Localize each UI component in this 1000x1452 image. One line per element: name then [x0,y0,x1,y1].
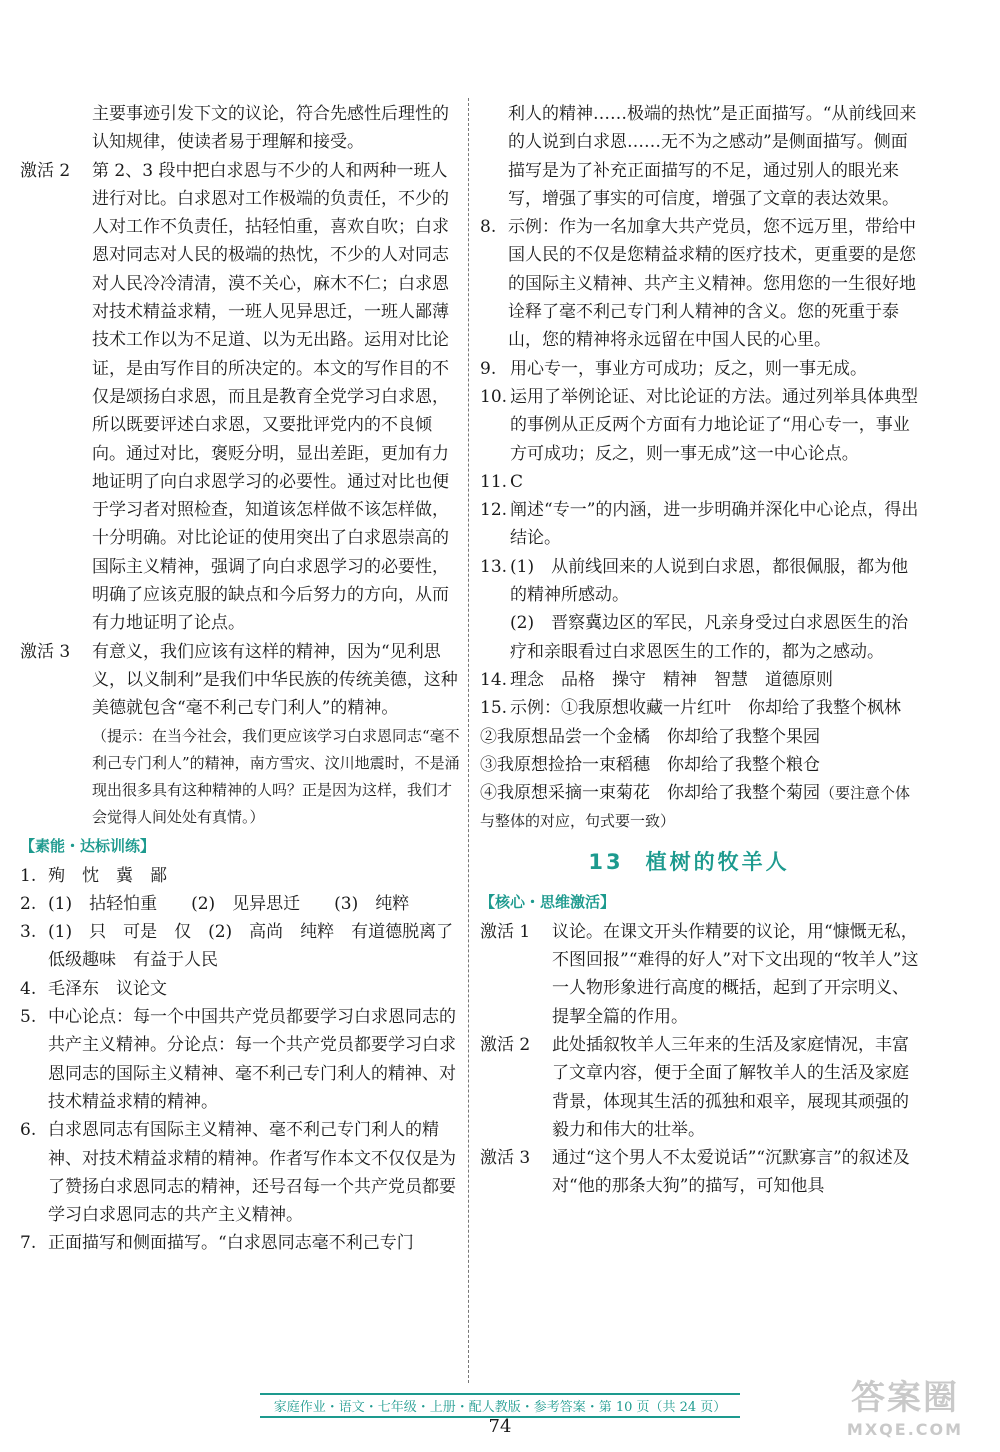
activation-label: 激活 2 [20,160,71,181]
activation-3 [20,638,460,723]
section-heading: 【素能・达标训练】 [20,836,156,855]
answer-item: 7. 正面描写和侧面描写。“白求恩同志毫不利己专门 [20,1233,414,1254]
continued-paragraph: 主要事迹引发下文的议论，符合先感性后理性的认知规律，使读者易于理解和接受。 [92,104,449,153]
watermark-url: MXQE.COM [846,1420,964,1439]
answer-item: 11. C [480,471,524,492]
answer-item: 13. (1) 从前线回来的人说到白求恩，都很佩服，都为他的精神所感动。 [480,556,909,606]
answer-subitem: ②我原想品尝一个金橘 你却给了我整个果园 [480,726,820,747]
right-column [480,100,920,1201]
answer-item: 15. 示例：①我原想收藏一片红叶 你却给了我整个枫林 [480,698,901,719]
left-column [20,100,460,1258]
answer-subitem: ③我原想捡拾一束稻穗 你却给了我整个粮仓 [480,754,820,775]
answer-item: 5. 中心论点：每一个中国共产党员都要学习白求恩同志的共产主义精神。分论点：每一个共产党员都要学习白求恩同志的国际主义精神、毫不利己专门利人的精神、对技术精益求精的精神。 [20,1007,456,1112]
answer-item: 3. (1) 只 可是 仅 (2) 高尚 纯粹 有道德脱离了低级趣味 有益于人民 [20,922,454,971]
answer-item: 2. (1) 拈轻怕重 (2) 见异思迁 (3) 纯粹 [20,893,410,914]
answer-subitem: (2) 晋察冀边区的军民，凡亲身受过白求恩医生的治疗和亲眼看过白求恩医生的工作的，都为之感动。 [510,613,909,662]
answer-item: 9. 用心专一，事业方可成功；反之，则一事无成。 [480,358,867,379]
answer-item: 6. 白求恩同志有国际主义精神、毫不利己专门利人的精神、对技术精益求精的精神。作者写作本文不仅仅是为了赞扬白求恩同志的精神，还号召每一个共产党员都要学习白求恩同志的共产主义精神。 [20,1120,456,1226]
activation-text: 第 2、3 段中把白求恩与不少的人和两种一班人进行对比。白求恩对工作极端的负责任，不少的人对工作不负责任，拈轻怕重，喜欢自吹；白求恩对同志对人民的极端的热忱，不少的人对同志对人民冷冷清清，漠不关心，麻木不仁；白求恩对技术精益求精，一班人见异思迁，一班人鄙薄技术工作以为不足道、以为无出路。运用对比论证，是由写作目的所决定的。本文的写作目的不仅是颂扬白求恩，而且是教育全党学习白求恩，所以既要评述白求恩，又要批评党内的不良倾向。通过对比，褒贬分明，显出差距，更加有力地证明了向白求恩学习的必要性。通过对比也便于学习者对照检查，知道该怎样做不该怎样做，十分明确。对比论证的使用突出了白求恩崇高的国际主义精神，强调了向白求恩学习的必要性，明确了应该克服的缺点和今后努力的方向，从而有力地证明了论点。 [92,160,449,634]
answer-item: 14. 理念 品格 操守 精神 智慧 道德原则 [480,669,833,690]
page-number: 74 [488,1416,512,1437]
answer-note: （要注意个体与整体的对应，句式要一致） [480,784,911,831]
column-divider [468,98,469,1383]
answer-item: 4. 毛泽东 议论文 [20,978,167,999]
answer-item: 10. 运用了举例论证、对比论证的方法。通过列举具体典型的事例从正反两个方面有力地论证了“用心专一，事业方可成功；反之，则一事无成”这一中心论点。 [480,386,918,464]
watermark-logo: 答案圈 [851,1378,959,1418]
watermark [820,1376,990,1446]
section-heading: 【核心・思维激活】 [480,892,616,911]
answer-subitem: ④我原想采摘一束菊花 你却给了我整个菊园（要注意个体与整体的对应，句式要一致） [480,783,911,831]
footer-text: 家庭作业・语文・七年级・上册・配人教版・参考答案・第 10 页（共 24 页） [260,1393,741,1418]
lesson-name: 植树的牧羊人 [645,849,790,874]
activation-text: 有意义，我们应该有这样的精神，因为“见利思义，以义制利”是我们中华民族的传统美德，这种美德就包含“毫不利己专门利人”的精神。 [92,641,458,719]
lesson-number: 13 [588,849,624,874]
continued-paragraph: 利人的精神……极端的热忱”是正面描写。“从前线回来的人说到白求恩……无不为之感动”是侧面描写。侧面描写是为了补充正面描写的不足，通过别人的眼光来写，增强了事实的可信度，增强了文章的表达效果。 [508,104,917,209]
activation-2: 激活 2 此处插叙牧羊人三年来的生活及家庭情况，丰富了文章内容，便于全面了解牧羊人的生活及家庭背景，体现其生活的孤独和艰辛，展现其顽强的毅力和伟大的壮举。 [480,1034,909,1140]
activation-1: 激活 1 议论。在课文开头作精要的议论，用“慷慨无私，不图回报”“难得的好人”对下文出现的“牧羊人”这一人物形象进行高度的概括，起到了开宗明义、提挈全篇的作用。 [480,921,919,1027]
activation-label: 激活 3 [20,641,71,662]
activation-2 [20,157,460,638]
answer-item: 8. 示例：作为一名加拿大共产党员，您不远万里，带给中国人民的不仅是您精益求精的医疗技术，更重要的是您的国际主义精神、共产主义精神。您用您的一生很好地诠释了毫不利己专门利人精神的含义。您的死重于泰山，您的精神将永远留在中国人民的心里。 [480,217,916,351]
answer-item: 12. 阐述“专一”的内涵，进一步明确并深化中心论点，得出结论。 [480,500,919,549]
answer-item: 1. 殉 忱 冀 鄙 [20,865,167,886]
activation-3: 激活 3 通过“这个男人不太爱说话”“沉默寡言”的叙述及对“他的那条大狗”的描写，可知他具 [480,1148,910,1197]
hint-note: （提示：在当今社会，我们更应该学习白求恩同志“毫不利己专门利人”的精神，南方雪灾、汶川地震时，不是涌现出很多具有这种精神的人吗？正是因为这样，我们才会觉得人间处处有真情。） [92,726,460,826]
lesson-title [480,846,920,876]
